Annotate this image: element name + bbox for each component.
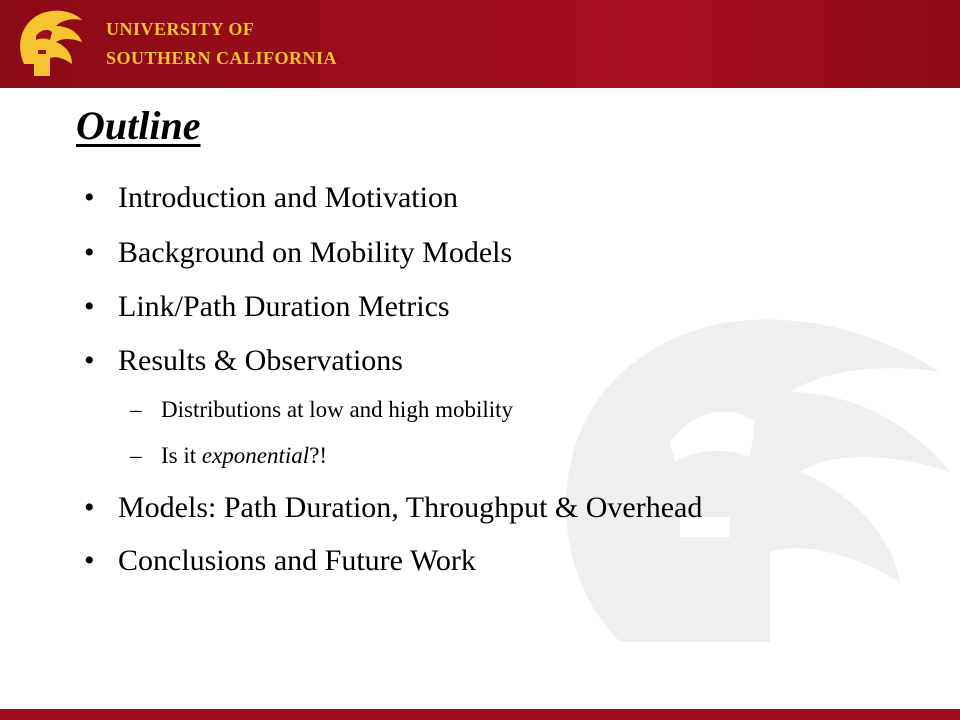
bullet-text: Models: Path Duration, Throughput & Overhead: [118, 491, 703, 524]
bullet-text: Results & Observations: [118, 344, 403, 377]
bullet-text: Conclusions and Future Work: [118, 544, 476, 577]
sub-bullet-text-prefix: Is it: [161, 443, 202, 468]
university-line-2: SOUTHERN CALIFORNIA: [106, 48, 338, 68]
sub-bullet-marker: –: [130, 443, 142, 468]
header-banner: [0, 0, 960, 88]
bullet-item: [84, 490, 703, 526]
bullet-item: [84, 543, 476, 579]
trojan-head-watermark-icon: [500, 282, 960, 662]
bullet-marker: •: [84, 344, 95, 377]
sub-bullet-text-suffix: ?!: [309, 443, 328, 468]
bullet-marker: •: [84, 491, 95, 524]
bullet-text: Introduction and Motivation: [118, 181, 458, 214]
sub-bullet-text: Distributions at low and high mobility: [161, 397, 514, 422]
sub-bullet-emphasis: exponential: [201, 443, 310, 468]
sub-bullet-item: [130, 442, 328, 470]
bullet-item: [84, 235, 513, 271]
bullet-marker: •: [84, 181, 95, 214]
sub-bullet-item: [130, 396, 514, 424]
university-name: [106, 15, 337, 73]
slide-title: Outline: [76, 103, 201, 148]
bullet-text: Link/Path Duration Metrics: [118, 290, 450, 323]
bullet-marker: •: [84, 290, 95, 323]
bullet-text: Background on Mobility Models: [118, 236, 513, 269]
bullet-marker: •: [84, 544, 95, 577]
bullet-item: [84, 343, 403, 379]
university-line-1: UNIVERSITY OF: [106, 19, 255, 39]
bullet-item: [84, 289, 450, 325]
footer-bar: [0, 709, 960, 720]
bullet-item: [84, 180, 458, 216]
trojan-head-icon: [10, 6, 90, 82]
sub-bullet-marker: –: [130, 397, 142, 422]
bullet-marker: •: [84, 236, 95, 269]
